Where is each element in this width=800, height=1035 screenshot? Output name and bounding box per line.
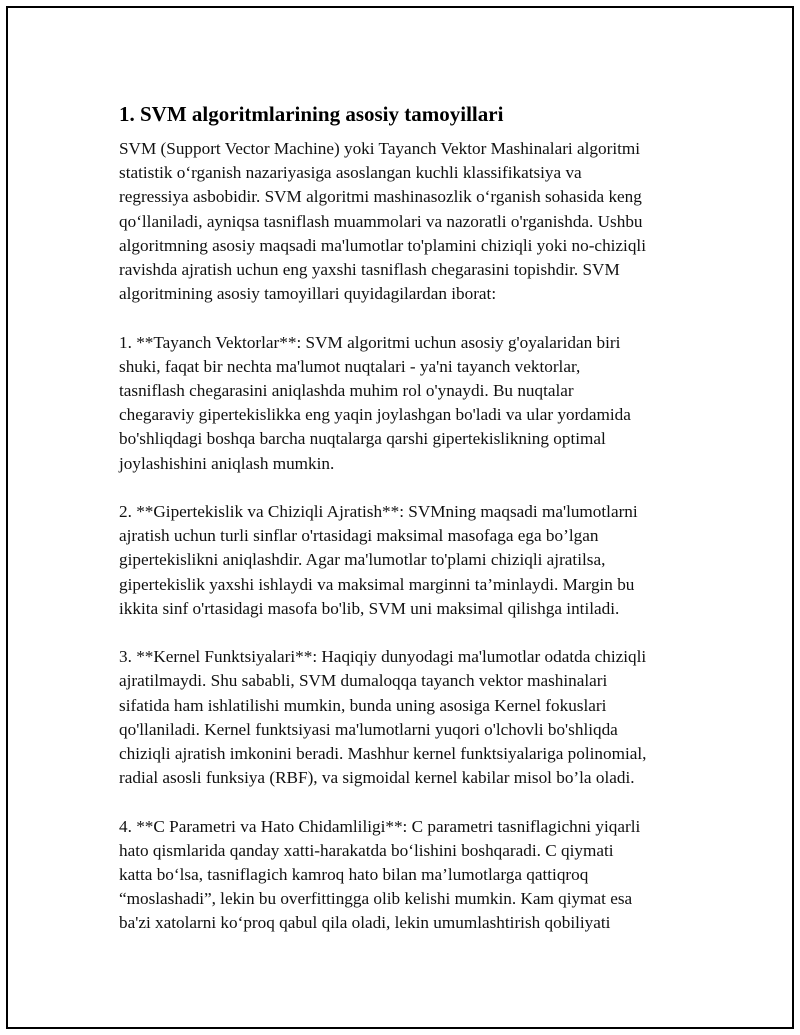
paragraph-line: chegaraviy gipertekislikka eng yaqin joylashgan bo'ladi va ular yordamida	[119, 405, 631, 425]
paragraph-line: chiziqli ajratish imkonini beradi. Mashhur kernel funktsiyalariga polinomial,	[119, 744, 647, 764]
paragraph-line: radial asosli funksiya (RBF), va sigmoidal kernel kabilar misol bo’la oladi.	[119, 768, 635, 788]
paragraph-line: ba'zi xatolarni ko‘proq qabul qila oladi, lekin umumlashtirish qobiliyati	[119, 913, 611, 933]
section-heading: 1. SVM algoritmlarining asosiy tamoyillari	[119, 102, 504, 126]
paragraph-line: qo‘llaniladi, ayniqsa tasniflash muammolari va nazoratli o'rganishda. Ushbu	[119, 211, 643, 231]
paragraph-line: ikkita sinf o'rtasidagi masofa bo'lib, SVM uni maksimal qilishga intiladi.	[119, 598, 620, 618]
paragraph-line: 3. **Kernel Funktsiyalari**: Haqiqiy dunyodagi ma'lumotlar odatda chiziqli	[119, 647, 647, 667]
document-body	[119, 101, 699, 960]
paragraph-line: regressiya asbobidir. SVM algoritmi mashinasozlik o‘rganish sohasida keng	[119, 187, 642, 207]
paragraph-line: ravishda ajratish uchun eng yaxshi tasniflash chegarasini topishdir. SVM	[119, 260, 620, 280]
paragraph-line: 1. **Tayanch Vektorlar**: SVM algoritmi uchun asosiy g'oyalaridan biri	[119, 332, 621, 352]
paragraph-line: ajratilmaydi. Shu sababli, SVM dumaloqqa tayanch vektor mashinalari	[119, 671, 608, 691]
paragraph-line: gipertekislik yaxshi ishlaydi va maksimal marginni ta’minlaydi. Margin bu	[119, 574, 635, 594]
paragraph-line: algoritmining asosiy tamoyillari quyidagilardan iborat:	[119, 284, 497, 304]
page-frame	[6, 6, 794, 1029]
paragraph-line: “moslashadi”, lekin bu overfittingga olib kelishi mumkin. Kam qiymat esa	[119, 889, 633, 909]
paragraph-line: katta bo‘lsa, tasniflagich kamroq hato bilan ma’lumotlarga qattiqroq	[119, 865, 589, 885]
paragraph-line: sifatida ham ishlatilishi mumkin, bunda uning asosiga Kernel fokuslari	[119, 695, 607, 715]
hyperplane-paragraph	[119, 500, 699, 621]
paragraph-line: qo'llaniladi. Kernel funktsiyasi ma'lumotlarni yuqori o'lchovli bo'shliqda	[119, 719, 618, 739]
paragraph-line: gipertekislikni aniqlashdir. Agar ma'lumotlar to'plami chiziqli ajratilsa,	[119, 550, 606, 570]
paragraph-line: 4. **C Parametri va Hato Chidamliligi**: C parametri tasniflagichni yiqarli	[119, 816, 641, 836]
paragraph-line: 2. **Gipertekislik va Chiziqli Ajratish**: SVMning maqsadi ma'lumotlarni	[119, 502, 638, 522]
intro-paragraph	[119, 137, 699, 306]
c-parameter-paragraph	[119, 815, 699, 936]
paragraph-line: tasniflash chegarasini aniqlashda muhim rol o'ynaydi. Bu nuqtalar	[119, 381, 574, 401]
paragraph-line: joylashishini aniqlash mumkin.	[119, 453, 335, 473]
support-vectors-paragraph	[119, 331, 699, 476]
paragraph-line: statistik o‘rganish nazariyasiga asoslangan kuchli klassifikatsiya va	[119, 163, 582, 183]
paragraph-line: SVM (Support Vector Machine) yoki Tayanch Vektor Mashinalari algoritmi	[119, 139, 641, 158]
paragraph-line: hato qismlarida qanday xatti-harakatda bo‘lishini boshqaradi. C qiymati	[119, 840, 614, 860]
paragraph-line: bo'shliqdagi boshqa barcha nuqtalarga qarshi gipertekislikning optimal	[119, 429, 606, 449]
kernel-functions-paragraph	[119, 645, 699, 790]
paragraph-line: ajratish uchun turli sinflar o'rtasidagi maksimal masofaga ega bo’lgan	[119, 526, 599, 546]
paragraph-line: shuki, faqat bir nechta ma'lumot nuqtalari - ya'ni tayanch vektorlar,	[119, 356, 581, 376]
paragraph-line: algoritmning asosiy maqsadi ma'lumotlar to'plamini chiziqli yoki no-chiziqli	[119, 235, 646, 255]
